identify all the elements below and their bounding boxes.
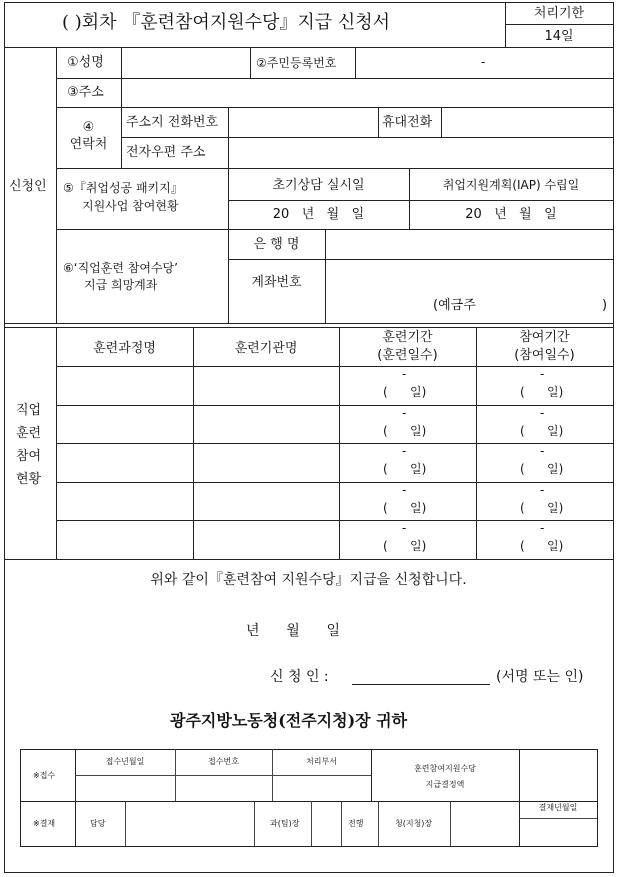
signature-line[interactable] — [352, 684, 490, 685]
program-label-line2: 지원사업 참여현황 — [82, 199, 179, 213]
iap-date-label: 취업지원계획(IAP) 수립일 — [442, 178, 580, 192]
period-days-unit[interactable]: 일) — [410, 462, 427, 476]
name-field[interactable] — [122, 48, 249, 77]
mobile-field[interactable] — [442, 108, 612, 136]
period-days-open: ( — [383, 501, 388, 515]
period-dash: - — [402, 444, 407, 458]
col-course-header: 훈련과정명 — [93, 341, 156, 356]
director-label: 전행 — [348, 819, 364, 828]
holder-close: ) — [602, 298, 608, 313]
applicant-sign-label: 신 청 인 : — [270, 669, 329, 685]
col-attend-header-2: (참여일수) — [514, 348, 575, 363]
counsel-date-field[interactable]: 20 년 월 일 — [272, 207, 365, 222]
form-title: ( )회차 『훈련참여지원수당』지급 신청서 — [62, 12, 391, 33]
attend-dash: - — [540, 483, 545, 497]
period-days-open: ( — [383, 385, 388, 399]
decision-label-2: 지급결정액 — [425, 780, 465, 789]
course-cell[interactable] — [57, 444, 192, 481]
period-days-unit[interactable]: 일) — [410, 424, 427, 438]
institution-cell[interactable] — [194, 483, 338, 519]
holder-label: (예금주 — [433, 298, 476, 313]
sign-or-seal-label: (서명 또는 인) — [496, 669, 584, 685]
applicant-section-label: 신청인 — [9, 179, 47, 194]
declaration-statement: 위와 같이『훈련참여 지원수당』지급을 신청합니다. — [150, 572, 467, 588]
declaration-date[interactable]: 년 월 일 — [246, 623, 340, 639]
address-label: ③주소 — [67, 85, 104, 100]
attend-days-unit[interactable]: 일) — [547, 501, 564, 515]
col-institution-header: 훈련기관명 — [234, 341, 298, 356]
col-attend-header-1: 참여기간 — [519, 330, 570, 345]
home-phone-label: 주소지 전화번호 — [126, 115, 219, 130]
period-dash: - — [402, 367, 407, 381]
attend-dash: - — [540, 367, 545, 381]
period-days-open: ( — [383, 424, 388, 438]
period-days-unit[interactable]: 일) — [410, 385, 427, 399]
attend-days-unit[interactable]: 일) — [547, 539, 564, 553]
rrn-dash: - — [481, 55, 486, 69]
attend-days-open: ( — [520, 539, 525, 553]
period-dash: - — [402, 483, 407, 497]
period-days-open: ( — [383, 462, 388, 476]
attend-days-open: ( — [520, 424, 525, 438]
decision-label-1: 훈련참여지원수당 — [414, 764, 476, 773]
bank-label: 은 행 명 — [253, 237, 300, 252]
chief-label: 과(팀)장 — [270, 819, 300, 828]
attend-days-unit[interactable]: 일) — [547, 424, 564, 438]
email-field[interactable] — [229, 138, 612, 167]
course-cell[interactable] — [57, 521, 192, 558]
head-label: 청(지청)장 — [395, 819, 433, 828]
contact-label: 연락처 — [69, 137, 108, 152]
dept-label: 처리부서 — [306, 757, 337, 766]
training-section-label-4: 현황 — [16, 472, 42, 487]
rrn-label: ②주민등록번호 — [256, 56, 337, 70]
contact-label-num: ④ — [82, 120, 95, 135]
attend-days-open: ( — [520, 385, 525, 399]
course-cell[interactable] — [57, 483, 192, 519]
account-label-line1: ⑥‘직업훈련 참여수당’ — [63, 261, 178, 275]
attend-dash: - — [540, 444, 545, 458]
period-days-open: ( — [383, 539, 388, 553]
staff-label: 담당 — [90, 819, 106, 828]
course-cell[interactable] — [57, 367, 192, 404]
attend-days-unit[interactable]: 일) — [547, 385, 564, 399]
approval-date-label: 결재년월일 — [538, 803, 578, 812]
account-label-line2: 지급 희망계좌 — [84, 278, 158, 292]
recipient: 광주지방노동청(전주지청)장 귀하 — [170, 711, 408, 730]
receipt-no-label: 접수번호 — [208, 757, 239, 766]
attend-days-open: ( — [520, 462, 525, 476]
institution-cell[interactable] — [194, 406, 338, 442]
institution-cell[interactable] — [194, 367, 338, 404]
training-section-label-3: 참여 — [16, 449, 42, 464]
period-days-unit[interactable]: 일) — [410, 501, 427, 515]
attend-dash: - — [540, 521, 545, 535]
period-dash: - — [402, 406, 407, 420]
address-field[interactable] — [122, 79, 612, 106]
receipt-label: ※접수 — [33, 771, 56, 780]
institution-cell[interactable] — [194, 444, 338, 481]
period-days-unit[interactable]: 일) — [410, 539, 427, 553]
period-dash: - — [402, 521, 407, 535]
training-section-label-2: 훈련 — [16, 426, 42, 441]
col-period-header-1: 훈련기간 — [382, 330, 433, 345]
mobile-label: 휴대전화 — [382, 115, 433, 130]
attend-days-open: ( — [520, 501, 525, 515]
approval-label: ※결재 — [33, 819, 56, 828]
attend-dash: - — [540, 406, 545, 420]
account-no-label: 계좌번호 — [251, 275, 302, 290]
institution-cell[interactable] — [194, 521, 338, 558]
email-label: 전자우편 주소 — [126, 145, 206, 160]
iap-date-field[interactable]: 20 년 월 일 — [465, 207, 557, 222]
receipt-date-label: 접수년월일 — [105, 757, 145, 766]
attend-days-unit[interactable]: 일) — [547, 462, 564, 476]
bank-field[interactable] — [326, 230, 612, 258]
program-label-line1: ⑤『취업성공 패키지』 — [63, 181, 183, 195]
col-period-header-2: (훈련일수) — [377, 348, 438, 363]
counsel-date-label: 초기상담 실시일 — [272, 178, 365, 193]
course-cell[interactable] — [57, 406, 192, 442]
home-phone-field[interactable] — [229, 108, 377, 136]
training-section-label-1: 직업 — [16, 403, 42, 418]
name-label: ①성명 — [67, 55, 104, 70]
deadline-label: 처리기한 — [533, 6, 585, 21]
deadline-value: 14일 — [544, 29, 574, 44]
